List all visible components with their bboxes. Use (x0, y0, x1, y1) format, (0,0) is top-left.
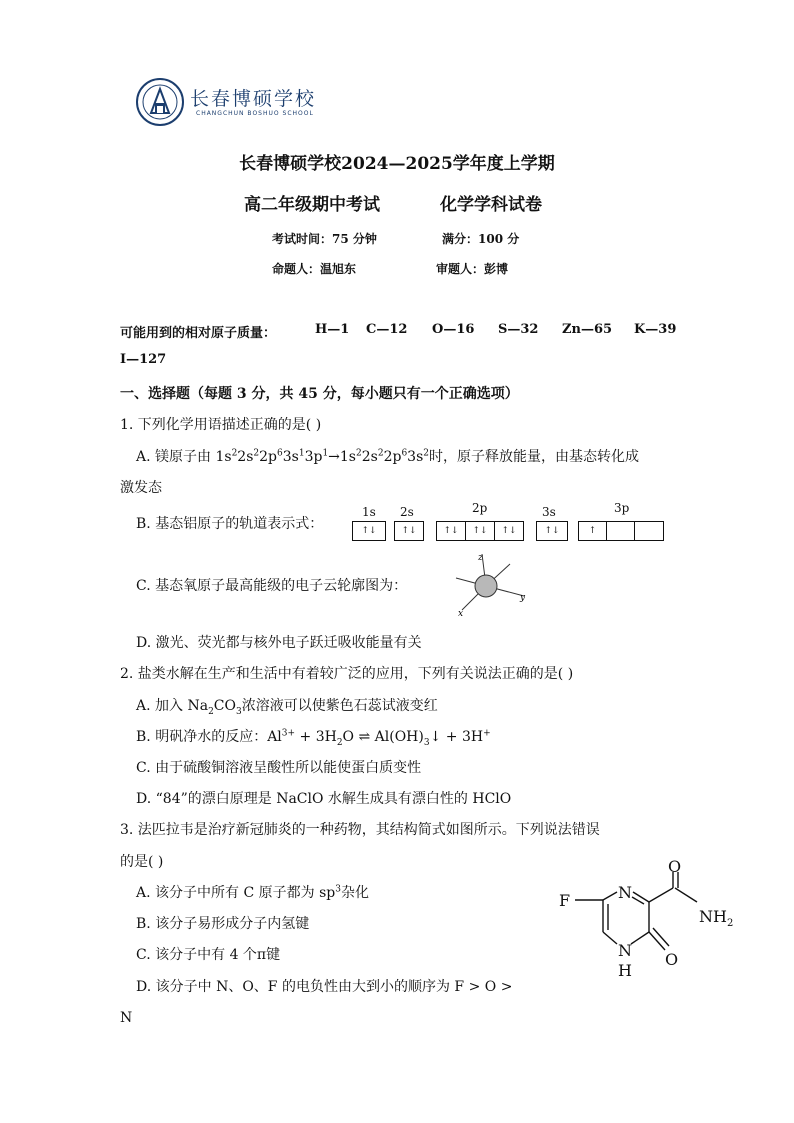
bond (675, 888, 697, 902)
orbital-label-1s: 1s (362, 505, 376, 519)
full-score: 满分：100 分 (442, 232, 520, 246)
bond (633, 892, 649, 902)
y-label: y (520, 593, 526, 603)
q3-option-d-continued: N (120, 1010, 133, 1026)
exam-subtitle-subject: 化学学科试卷 (440, 195, 542, 215)
favipiravir-structure (555, 860, 755, 990)
bond (631, 932, 649, 944)
q1-a-suffix: 时，原子释放能量，由基态转化成 (429, 449, 639, 465)
bond (653, 928, 669, 946)
q3-option-a: A. 该分子中所有 C 原子都为 $sp^3$杂化 (136, 884, 369, 901)
q2-option-b: B. 明矾净水的反应：$Al^{3+} + 3H_2O$ ⇌ $Al(OH)_3↓ + 3H^+$ (136, 728, 491, 748)
q2-stem: 2. 盐类水解在生产和生活中有着较广泛的应用，下列有关说法正确的是( ) (120, 666, 574, 682)
exam-title: 长春博硕学校2024—2025学年度上学期 (239, 154, 555, 174)
orbital-diagram (352, 501, 672, 545)
q1-a-continued: 激发态 (120, 480, 162, 496)
question-setter: 命题人：温旭东 (272, 262, 357, 276)
q2-option-a: A. 加入 $Na_2CO_3$浓溶液可以使紫色石蕊试液变红 (136, 698, 438, 717)
atom-F: F (559, 891, 571, 910)
bond (603, 892, 617, 900)
section-heading: 一、选择题（每题 3 分，共 45 分，每小题只有一个正确选项） (120, 386, 519, 402)
bond (603, 932, 617, 944)
q3-stem: 3. 法匹拉韦是治疗新冠肺炎的一种药物，其结构简式如图所示。下列说法错误 (120, 822, 600, 838)
orbital-label-2p: 2p (472, 501, 488, 515)
q1-stem: 1. 下列化学用语描述正确的是( ) (120, 417, 322, 433)
q1-a-prefix: A. 镁原子由 (136, 449, 216, 465)
q3-a-post: 杂化 (340, 885, 369, 901)
x-label: x (458, 609, 464, 618)
orbital-label-2s: 2s (400, 505, 414, 519)
atomic-mass-item: I—127 (120, 352, 167, 367)
q1-option-b: B. 基态铝原子的轨道表示式： (136, 516, 324, 532)
orbital-label-3s: 3s (542, 505, 556, 519)
q3-stem-continued: 的是( ) (120, 854, 164, 870)
atom-O: O (668, 860, 682, 876)
q2-b-pre: B. 明矾净水的反应：Al (136, 729, 282, 745)
atomic-mass-label: 可能用到的相对原子质量： (120, 326, 277, 341)
orbital-box-2p: ↑↓ ↑↓ ↑↓ (436, 521, 524, 541)
q3-option-c: C. 该分子中有 4 个π键 (136, 947, 281, 963)
q3-option-b: B. 该分子易形成分子内氢键 (136, 916, 310, 932)
atomic-mass-item: Zn—65 (562, 322, 613, 337)
q1-a-config: $1s^22s^22p^63s^13p^1\to 1s^22s^22p^63s^2$ (215, 448, 429, 465)
q1-option-d: D. 激光、荧光都与核外电子跃迁吸收能量有关 (136, 635, 422, 651)
atom-N: N (618, 883, 632, 902)
orbital-box-2s: ↑↓ (394, 521, 424, 541)
atomic-mass-item: K—39 (634, 322, 677, 337)
question-reviewer: 审题人：彭博 (436, 262, 509, 276)
atom-H: H (618, 961, 632, 980)
atom-N: N (618, 941, 632, 960)
s-orbital-sphere (475, 575, 497, 597)
exam-time: 考试时间：75 分钟 (272, 232, 377, 246)
q3-option-d: D. 该分子中 N、O、F 的电负性由大到小的顺序为 F > O > (136, 979, 513, 995)
exam-subtitle-grade: 高二年级期中考试 (244, 195, 380, 215)
q2-a-post: 浓溶液可以使紫色石蕊试液变红 (241, 698, 438, 714)
orbital-box-1s: ↑↓ (352, 521, 386, 541)
atom-O: O (665, 950, 679, 969)
school-logo (135, 77, 185, 127)
q1-option-a (136, 448, 639, 466)
atomic-mass-item: C—12 (366, 322, 408, 337)
q3-a-pre: A. 该分子中所有 C 原子都为 sp (136, 885, 336, 901)
atomic-mass-item: O—16 (432, 322, 475, 337)
bond (649, 888, 673, 902)
orbital-label-3p: 3p (614, 501, 630, 515)
orbital-box-3s: ↑↓ (536, 521, 568, 541)
nh-label: NH (699, 907, 727, 926)
school-name-en: CHANGCHUN BOSHUO SCHOOL (196, 110, 314, 117)
atomic-mass-item: H—1 (315, 322, 350, 337)
school-name-cn: 长春博硕学校 (190, 88, 317, 110)
bond (649, 932, 665, 950)
q1-option-c: C. 基态氧原子最高能级的电子云轮廓图为： (136, 578, 408, 594)
group-NH2: $NH_2$ (699, 907, 734, 929)
atomic-mass-item: S—32 (498, 322, 539, 337)
orbital-box-3p: ↑ (578, 521, 664, 541)
q2-option-d: D. “84”的漂白原理是 NaClO 水解生成具有漂白性的 HClO (136, 791, 512, 807)
electron-cloud-diagram (448, 548, 538, 618)
q2-a-pre: A. 加入 Na (136, 698, 209, 714)
z-label: z (478, 553, 483, 563)
q2-option-c: C. 由于硫酸铜溶液呈酸性所以能使蛋白质变性 (136, 760, 422, 776)
